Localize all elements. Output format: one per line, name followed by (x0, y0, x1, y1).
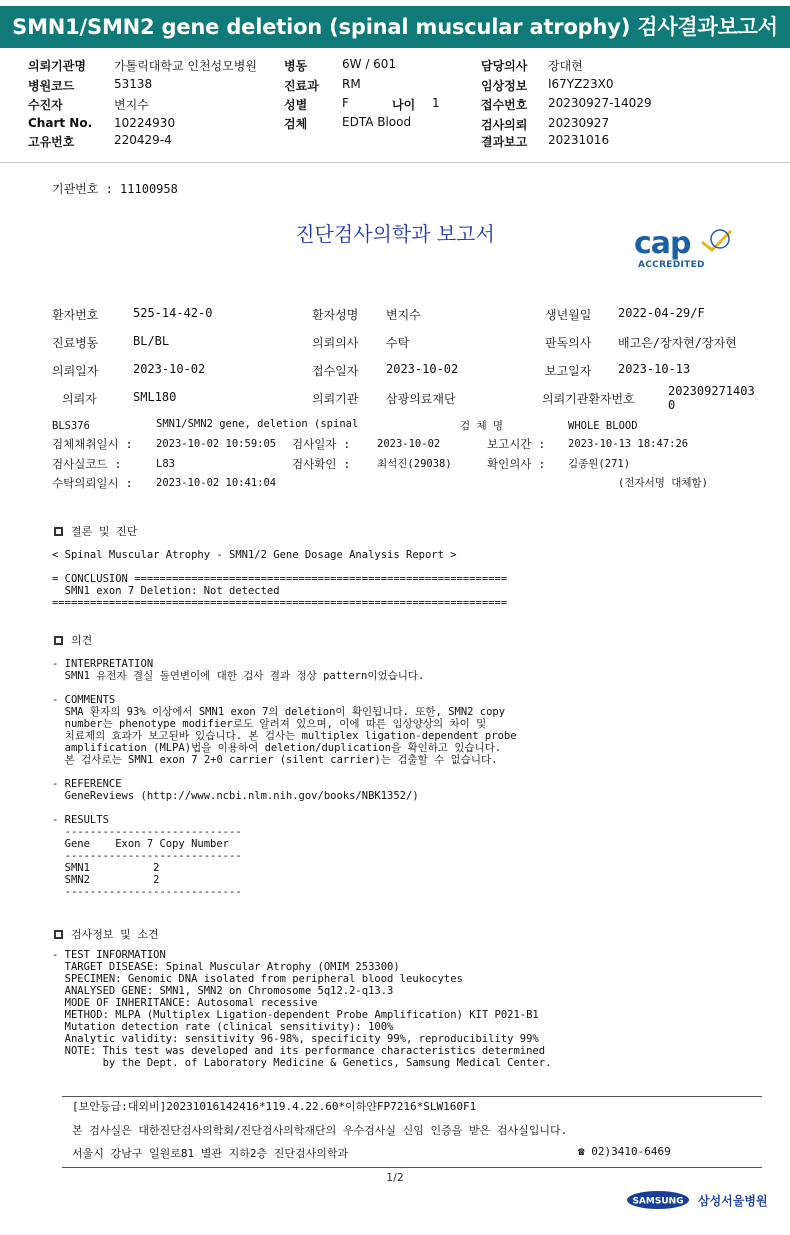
label-ward: 병동 (284, 59, 308, 73)
section-box-icon (54, 527, 63, 536)
value-sex: F (342, 96, 349, 110)
pt-value-ref-patient-no-2: 0 (668, 398, 676, 412)
pt-value-receipt-date: 2023-10-02 (386, 362, 459, 376)
test-entrust-value: 2023-10-02 10:41:04 (156, 477, 277, 489)
pt-label-birth: 생년월일 (545, 308, 592, 322)
pt-value-ref-org: 삼광의료재단 (386, 392, 456, 406)
label-test-request: 검사의뢰 (481, 118, 528, 132)
label-hospital-code: 병원코드 (28, 79, 75, 93)
value-patient: 변지수 (114, 98, 149, 112)
pt-label-ref-physician: 의뢰의사 (312, 336, 359, 350)
cap-accredited-text: ACCREDITED (638, 260, 705, 270)
header-divider (0, 162, 790, 163)
value-department: RM (342, 77, 361, 91)
pt-value-ref-patient-no-1: 202309271403 (668, 384, 755, 398)
report-line: - COMMENTS (52, 694, 116, 706)
label-clinical-info: 임상정보 (481, 79, 528, 93)
samsung-logo-text: SAMSUNG (632, 1196, 684, 1207)
label-chart-no: Chart No. (28, 116, 93, 130)
pt-label-report-date: 보고일자 (545, 364, 592, 378)
page-number: 1/2 (386, 1171, 404, 1184)
report-title-bar: SMN1/SMN2 gene deletion (spinal muscular atrophy) 검사결과보고서 (0, 6, 790, 48)
cap-accredited-logo (632, 226, 742, 272)
value-receipt-no: 20230927-14029 (548, 96, 652, 110)
test-name: SMN1/SMN2 gene, deletion (spinal (156, 418, 359, 430)
report-line: < Spinal Muscular Atrophy - SMN1/2 Gene Dosage Analysis Report > (52, 549, 457, 561)
test-confirm-doctor-value: 김종원(271) (568, 458, 631, 470)
footer-phone: ☎ 02)3410-6469 (578, 1145, 671, 1158)
test-date-value: 2023-10-02 (377, 438, 441, 450)
test-report-time-label: 보고시간 : (487, 437, 546, 451)
report-line: Analytic validity: sensitivity 96-98%, specificity 99%, reproducibility 99% (52, 1033, 539, 1045)
label-referral-org: 의뢰기관명 (28, 59, 86, 73)
report-line: Mutation detection rate (clinical sensitivity): 100% (52, 1021, 394, 1033)
pt-label-patient-name: 환자성명 (312, 308, 359, 322)
test-code: BLS376 (52, 420, 90, 432)
report-line: MODE OF INHERITANCE: Autosomal recessive (52, 997, 318, 1009)
section-testinfo-heading (54, 926, 159, 942)
report-line: ANALYSED GENE: SMN1, SMN2 on Chromosome 5q12.2-q13.3 (52, 985, 394, 997)
report-title: 진단검사의학과 보고서 (295, 222, 495, 246)
value-result-report: 20231016 (548, 133, 610, 147)
header-info (0, 0, 790, 160)
footer-address: 서울시 강남구 일원로81 별관 지하2층 진단검사의학과 (72, 1147, 349, 1160)
report-line: - RESULTS (52, 814, 109, 826)
hospital-name: 삼성서울병원 (698, 1194, 768, 1208)
test-lab-code-value: L83 (156, 458, 175, 470)
section-box-icon (54, 930, 63, 939)
samsung-logo-icon (626, 1190, 690, 1210)
pt-label-ward: 진료병동 (52, 336, 99, 350)
pt-value-patient-name: 변지수 (386, 308, 421, 322)
value-age: 1 (432, 96, 440, 110)
section-conclusion-heading (54, 523, 137, 539)
test-collect-label: 검체채취일시 : (52, 437, 133, 451)
report-line: = CONCLUSION =========================================================== (52, 573, 508, 585)
label-age: 나이 (392, 98, 416, 112)
report-line: Gene Exon 7 Copy Number (52, 838, 230, 850)
report-line: METHOD: MLPA (Multiplex Ligation-dependent Probe Amplification) KIT P021-B1 (52, 1009, 539, 1021)
pt-value-report-date: 2023-10-13 (618, 362, 691, 376)
section-opinion-title: 의견 (71, 634, 93, 647)
pt-label-receipt-date: 접수일자 (312, 364, 359, 378)
test-confirm-doctor-label: 확인의사 : (487, 457, 546, 471)
label-patient: 수진자 (28, 98, 63, 112)
footer-security: [보안등급:대외비]20231016142416*119.4.22.60*이하얀FP7216*SLW160F1 (72, 1100, 477, 1113)
pt-value-ref-physician: 수탁 (386, 336, 410, 350)
value-hospital-code: 53138 (114, 77, 153, 91)
section-conclusion-title: 결론 및 진단 (71, 525, 138, 538)
pt-label-request-date: 의뢰일자 (52, 364, 99, 378)
report-line: - INTERPRETATION (52, 658, 154, 670)
report-line: SPECIMEN: Genomic DNA isolated from peripheral blood leukocytes (52, 973, 463, 985)
report-line: by the Dept. of Laboratory Medicine & Genetics, Samsung Medical Center. (52, 1057, 552, 1069)
section-testinfo-title: 검사정보 및 소견 (71, 928, 159, 941)
section-opinion-heading (54, 632, 92, 648)
test-verified-value: 최석진(29038) (377, 458, 452, 470)
report-line: 치료제의 효과가 보고된바 있습니다. 본 검사는 multiplex ligation-dependent probe (52, 730, 517, 742)
report-line: - REFERENCE (52, 778, 122, 790)
pt-label-reader: 판독의사 (545, 336, 592, 350)
report-line: SMN1 유전자 결실 돌연변이에 대한 검사 결과 정상 pattern이었습니다. (52, 670, 425, 682)
footer-certification: 본 검사실은 대한진단검사의학회/진단검사의학재단의 우수검사실 신임 인증을 받은 검사실입니다. (72, 1124, 568, 1137)
test-lab-code-label: 검사실코드 : (52, 457, 122, 471)
test-verified-label: 검사확인 : (292, 457, 351, 471)
report-line: 본 검사로는 SMN1 exon 7 2+0 carrier (silent carrier)는 검출할 수 없습니다. (52, 754, 498, 766)
cap-logo-text: cap (634, 226, 691, 261)
test-esign-note: (전자서명 대체함) (618, 477, 708, 489)
label-result-report: 결과보고 (481, 135, 528, 149)
test-entrust-label: 수탁의뢰일시 : (52, 476, 133, 490)
value-referral-org: 가톨릭대학교 인천성모병원 (114, 59, 257, 73)
value-ward: 6W / 601 (342, 57, 397, 71)
value-specimen: EDTA Blood (342, 115, 412, 129)
label-receipt-no: 접수번호 (481, 98, 528, 112)
report-line: TARGET DISEASE: Spinal Muscular Atrophy (OMIM 253300) (52, 961, 400, 973)
value-chart-no: 10224930 (114, 116, 176, 130)
report-line: SMN1 exon 7 Deletion: Not detected (52, 585, 280, 597)
label-physician: 담당의사 (481, 59, 528, 73)
value-clinical-info: I67YZ23X0 (548, 77, 614, 91)
test-date-label: 검사일자 : (292, 437, 351, 451)
pt-value-ward: BL/BL (133, 334, 170, 348)
report-line: ---------------------------- (52, 850, 242, 862)
report-line: ---------------------------- (52, 886, 242, 898)
report-line: SMA 환자의 93% 이상에서 SMN1 exon 7의 deletion이 확인됩니다. 또한, SMN2 copy (52, 706, 506, 718)
cap-check-icon (698, 228, 734, 254)
report-line: SMN2 2 (52, 874, 160, 886)
value-test-request: 20230927 (548, 116, 610, 130)
pt-label-ref-org: 의뢰기관 (312, 392, 359, 406)
institution-number: 기관번호 : 11100958 (52, 182, 178, 196)
pt-value-birth: 2022-04-29/F (618, 306, 705, 320)
label-unique-no: 고유번호 (28, 135, 75, 149)
label-sex: 성별 (284, 98, 308, 112)
report-line: SMN1 2 (52, 862, 160, 874)
report-line: amplification (MLPA)법을 이용하여 deletion/duplication을 확인하고 있습니다. (52, 742, 502, 754)
value-unique-no: 220429-4 (114, 133, 172, 147)
report-line: NOTE: This test was developed and its performance characteristics determined (52, 1045, 546, 1057)
report-line: ======================================================================== (52, 597, 508, 609)
test-specimen-label: 검 체 명 (460, 420, 504, 432)
pt-value-patient-no: 525-14-42-0 (133, 306, 213, 320)
test-collect-value: 2023-10-02 10:59:05 (156, 438, 277, 450)
report-line: ---------------------------- (52, 826, 242, 838)
value-physician: 장대현 (548, 59, 583, 73)
pt-label-ref-patient-no: 의뢰기관환자번호 (542, 392, 635, 406)
report-line: GeneReviews (http://www.ncbi.nlm.nih.gov/books/NBK1352/) (52, 790, 419, 802)
report-line: number는 phenotype modifier로도 알려져 있으며, 이에 따른 임상양상의 차이 및 (52, 718, 487, 730)
pt-value-reader: 배고은/장자현/장자현 (618, 336, 737, 350)
pt-label-patient-no: 환자번호 (52, 308, 99, 322)
pt-label-requester: 의뢰자 (62, 392, 97, 406)
test-specimen-value: WHOLE BLOOD (568, 420, 638, 432)
section-box-icon (54, 636, 63, 645)
label-specimen: 검체 (284, 117, 308, 131)
pt-value-requester: SML180 (133, 390, 177, 404)
pt-value-request-date: 2023-10-02 (133, 362, 206, 376)
test-report-time-value: 2023-10-13 18:47:26 (568, 438, 689, 450)
label-department: 진료과 (284, 79, 319, 93)
report-line: - TEST INFORMATION (52, 949, 166, 961)
